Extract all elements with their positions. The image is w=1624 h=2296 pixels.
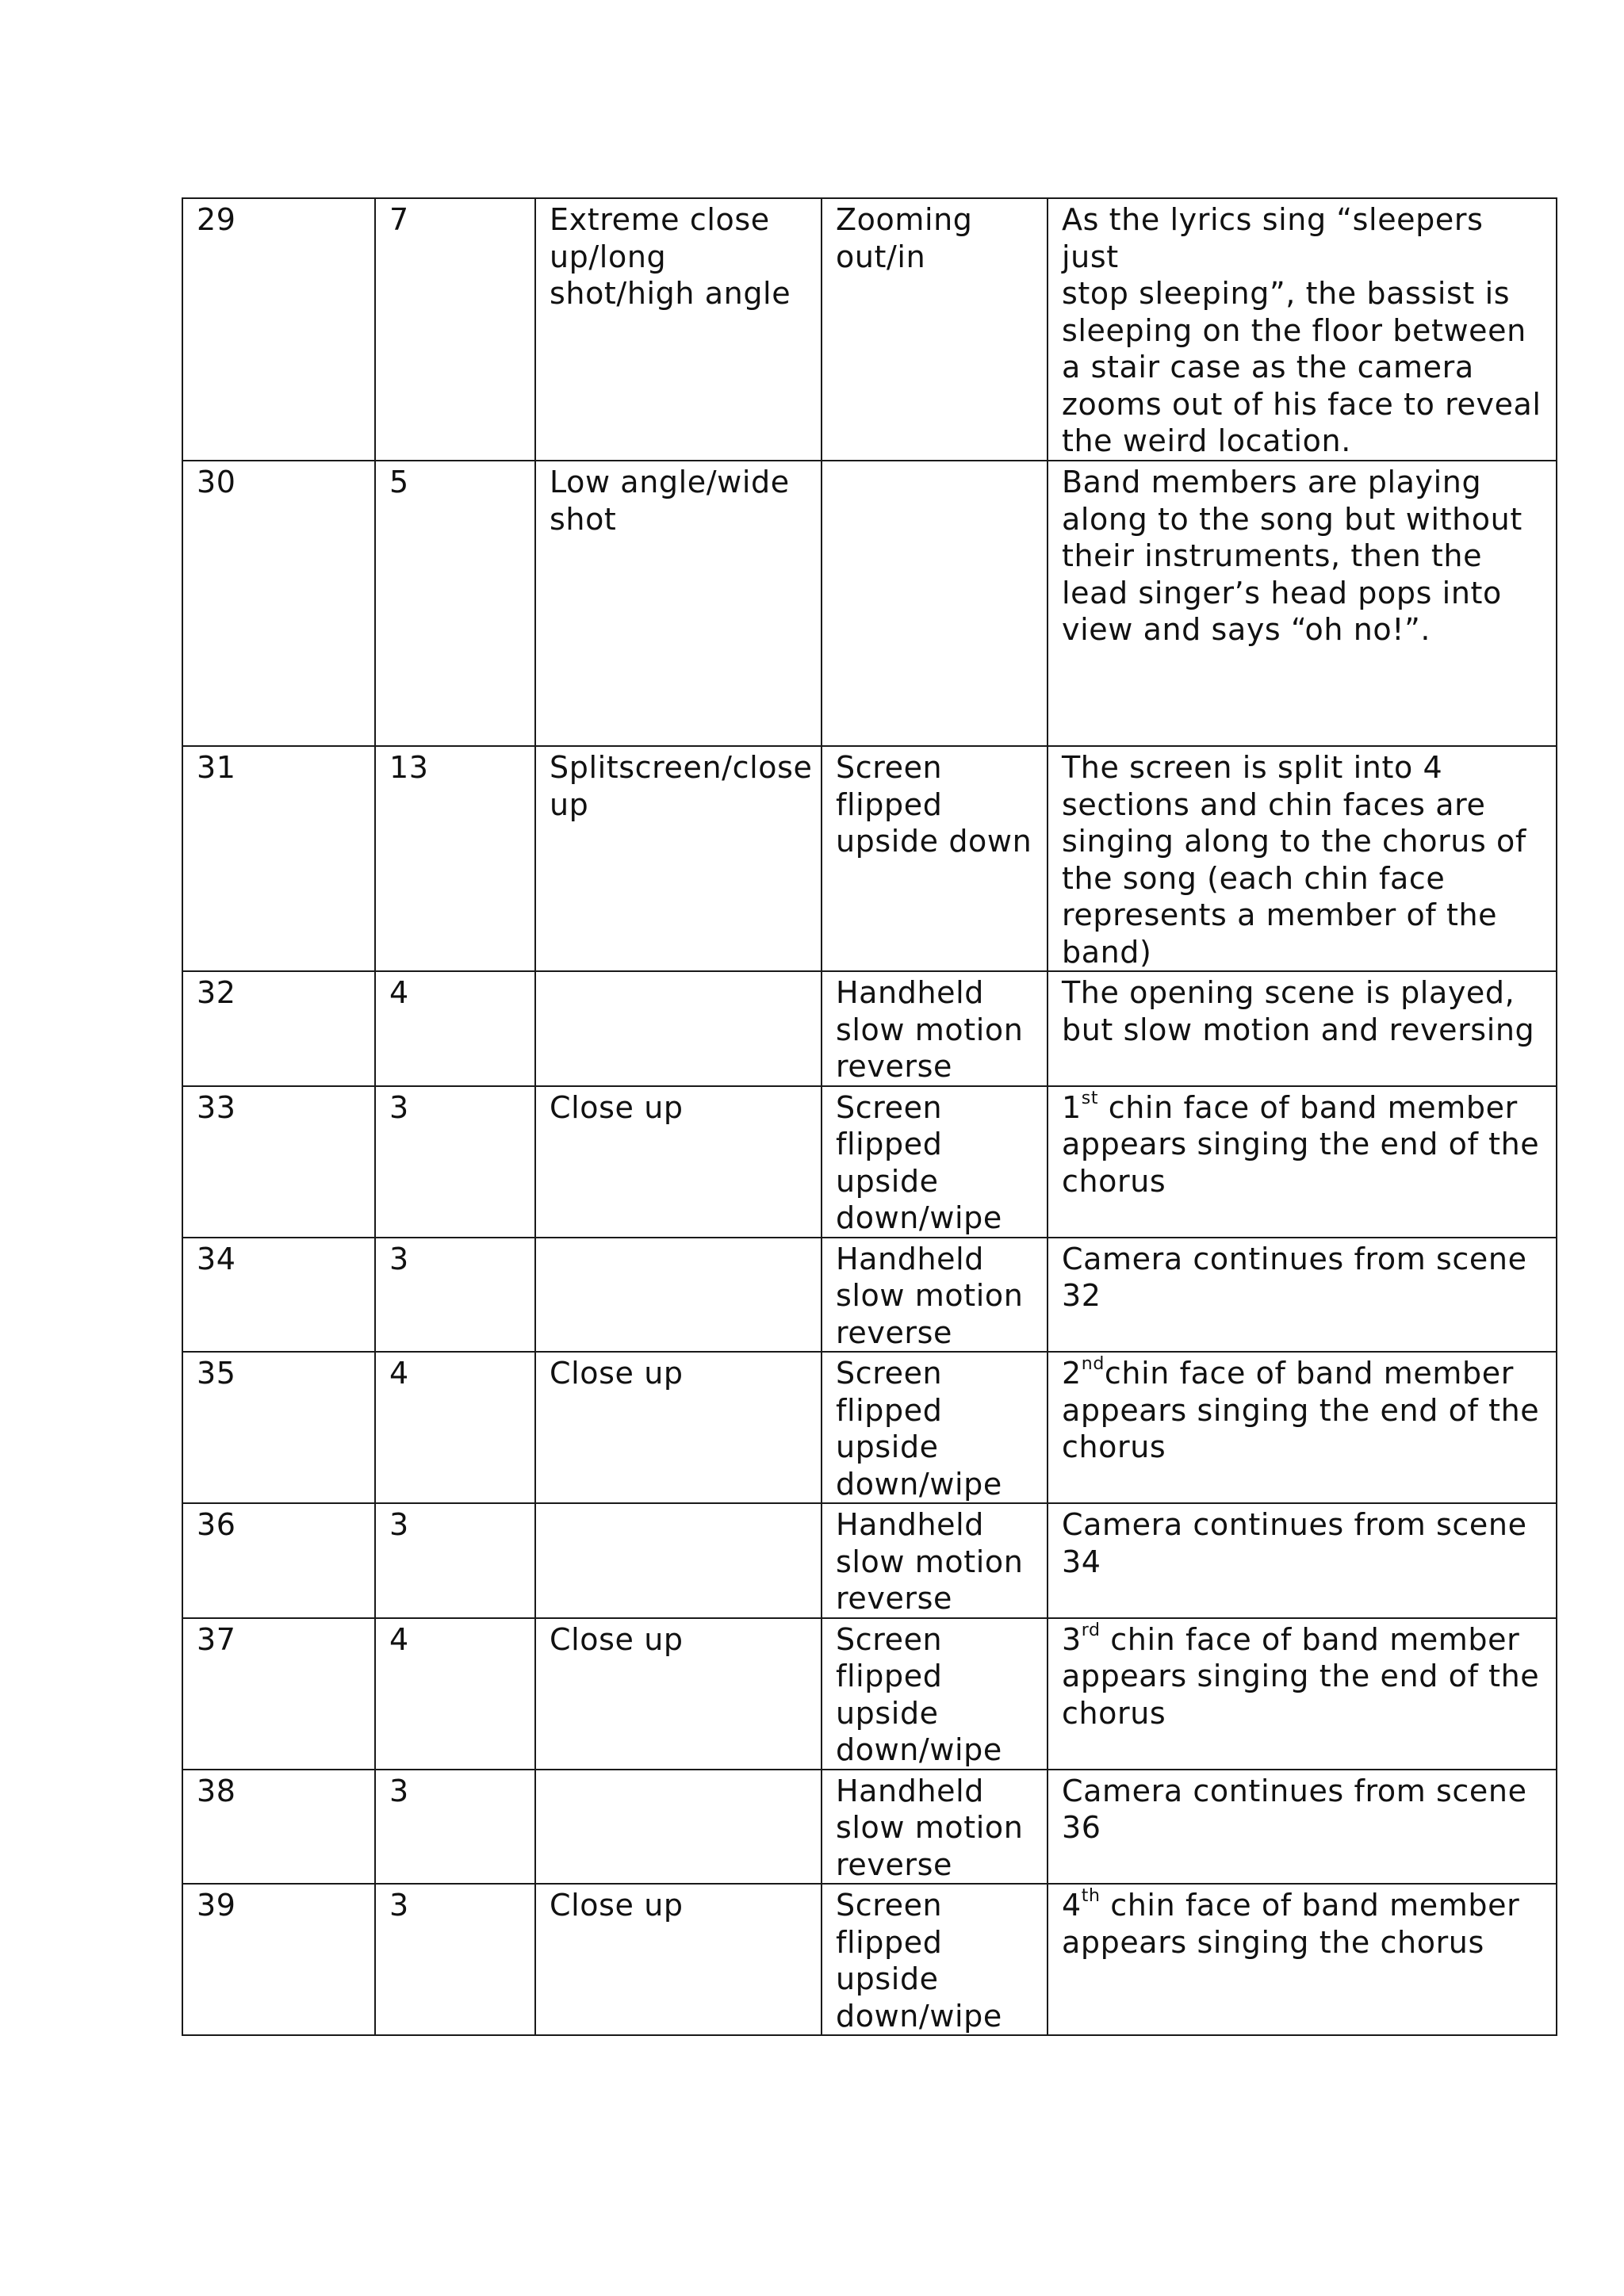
description-cell: Camera continues from scene 32 (1048, 1238, 1557, 1353)
scene-number-cell: 31 (182, 746, 375, 971)
duration-cell: 3 (375, 1770, 535, 1885)
scene-number-cell: 38 (182, 1770, 375, 1885)
description-cell: As the lyrics sing “sleepers just stop sleeping”, the bassist is sleeping on the floor between a stair case as the camera zooms out of his face to reveal the weird location. (1048, 198, 1557, 461)
shot-type-cell (535, 1503, 822, 1618)
description-text: chin face of band member appears singing the end of the chorus (1062, 1621, 1540, 1731)
scene-number-cell: 37 (182, 1618, 375, 1770)
shot-type-cell: Low angle/wide shot (535, 461, 822, 746)
scene-number-cell: 34 (182, 1238, 375, 1353)
duration-cell: 3 (375, 1503, 535, 1618)
description-cell (1048, 1884, 1557, 2035)
duration-cell: 7 (375, 198, 535, 461)
duration-cell: 3 (375, 1238, 535, 1353)
scene-number-cell: 32 (182, 971, 375, 1086)
ordinal-number: 2 (1062, 1356, 1082, 1391)
camera-movement-cell: Handheld slow motion reverse (822, 971, 1048, 1086)
description-cell (1048, 1086, 1557, 1238)
ordinal-suffix: th (1081, 1886, 1101, 1907)
scene-number-cell: 35 (182, 1352, 375, 1503)
ordinal-suffix: rd (1081, 1620, 1101, 1640)
shot-type-cell (535, 1238, 822, 1353)
camera-movement-cell: Handheld slow motion reverse (822, 1770, 1048, 1885)
table-row (182, 1884, 1557, 2035)
duration-cell: 4 (375, 971, 535, 1086)
camera-movement-cell: Screen flipped upside down/wipe (822, 1086, 1048, 1238)
shot-type-cell: Close up (535, 1618, 822, 1770)
table-row (182, 461, 1557, 746)
shot-type-cell: Extreme close up/long shot/high angle (535, 198, 822, 461)
scene-number-cell: 39 (182, 1884, 375, 2035)
duration-cell: 5 (375, 461, 535, 746)
table-row (182, 1770, 1557, 1885)
table-row (182, 1618, 1557, 1770)
description-text: chin face of band member appears singing the end of the chorus (1062, 1089, 1540, 1199)
camera-movement-cell: Screen flipped upside down (822, 746, 1048, 971)
camera-movement-cell: Handheld slow motion reverse (822, 1503, 1048, 1618)
table-row (182, 1238, 1557, 1353)
scene-number-cell: 30 (182, 461, 375, 746)
scene-number-cell: 36 (182, 1503, 375, 1618)
shot-type-cell (535, 971, 822, 1086)
description-cell: Band members are playing along to the song but without their instruments, then the lead singer’s head pops into view and says “oh no!”. (1048, 461, 1557, 746)
shot-type-cell: Splitscreen/close up (535, 746, 822, 971)
camera-movement-cell (822, 461, 1048, 746)
duration-cell: 3 (375, 1086, 535, 1238)
ordinal-suffix: st (1081, 1088, 1099, 1108)
camera-movement-cell: Handheld slow motion reverse (822, 1238, 1048, 1353)
scene-number-cell: 33 (182, 1086, 375, 1238)
ordinal-number: 4 (1062, 1888, 1082, 1923)
camera-movement-cell: Screen flipped upside down/wipe (822, 1618, 1048, 1770)
ordinal-number: 1 (1062, 1089, 1082, 1125)
shot-type-cell: Close up (535, 1086, 822, 1238)
description-cell (1048, 1352, 1557, 1503)
description-cell (1048, 1618, 1557, 1770)
table-row (182, 1352, 1557, 1503)
duration-cell: 3 (375, 1884, 535, 2035)
table-row (182, 1086, 1557, 1238)
shot-type-cell (535, 1770, 822, 1885)
camera-movement-cell: Screen flipped upside down/wipe (822, 1884, 1048, 2035)
storyboard-table (182, 197, 1557, 2036)
ordinal-suffix: nd (1081, 1354, 1105, 1375)
table-row (182, 198, 1557, 461)
shot-type-cell: Close up (535, 1884, 822, 2035)
duration-cell: 4 (375, 1352, 535, 1503)
table-row (182, 1503, 1557, 1618)
table-row (182, 971, 1557, 1086)
camera-movement-cell: Zooming out/in (822, 198, 1048, 461)
shot-type-cell: Close up (535, 1352, 822, 1503)
table-row (182, 746, 1557, 971)
description-cell: Camera continues from scene 36 (1048, 1770, 1557, 1885)
duration-cell: 13 (375, 746, 535, 971)
duration-cell: 4 (375, 1618, 535, 1770)
camera-movement-cell: Screen flipped upside down/wipe (822, 1352, 1048, 1503)
description-cell: The opening scene is played, but slow motion and reversing (1048, 971, 1557, 1086)
description-cell: The screen is split into 4 sections and chin faces are singing along to the chorus of the song (each chin face represents a member of the band) (1048, 746, 1557, 971)
ordinal-number: 3 (1062, 1621, 1082, 1657)
description-text: chin face of band member appears singing the end of the chorus (1062, 1356, 1540, 1464)
scene-number-cell: 29 (182, 198, 375, 461)
description-cell: Camera continues from scene 34 (1048, 1503, 1557, 1618)
description-text: chin face of band member appears singing the chorus (1062, 1888, 1520, 1960)
